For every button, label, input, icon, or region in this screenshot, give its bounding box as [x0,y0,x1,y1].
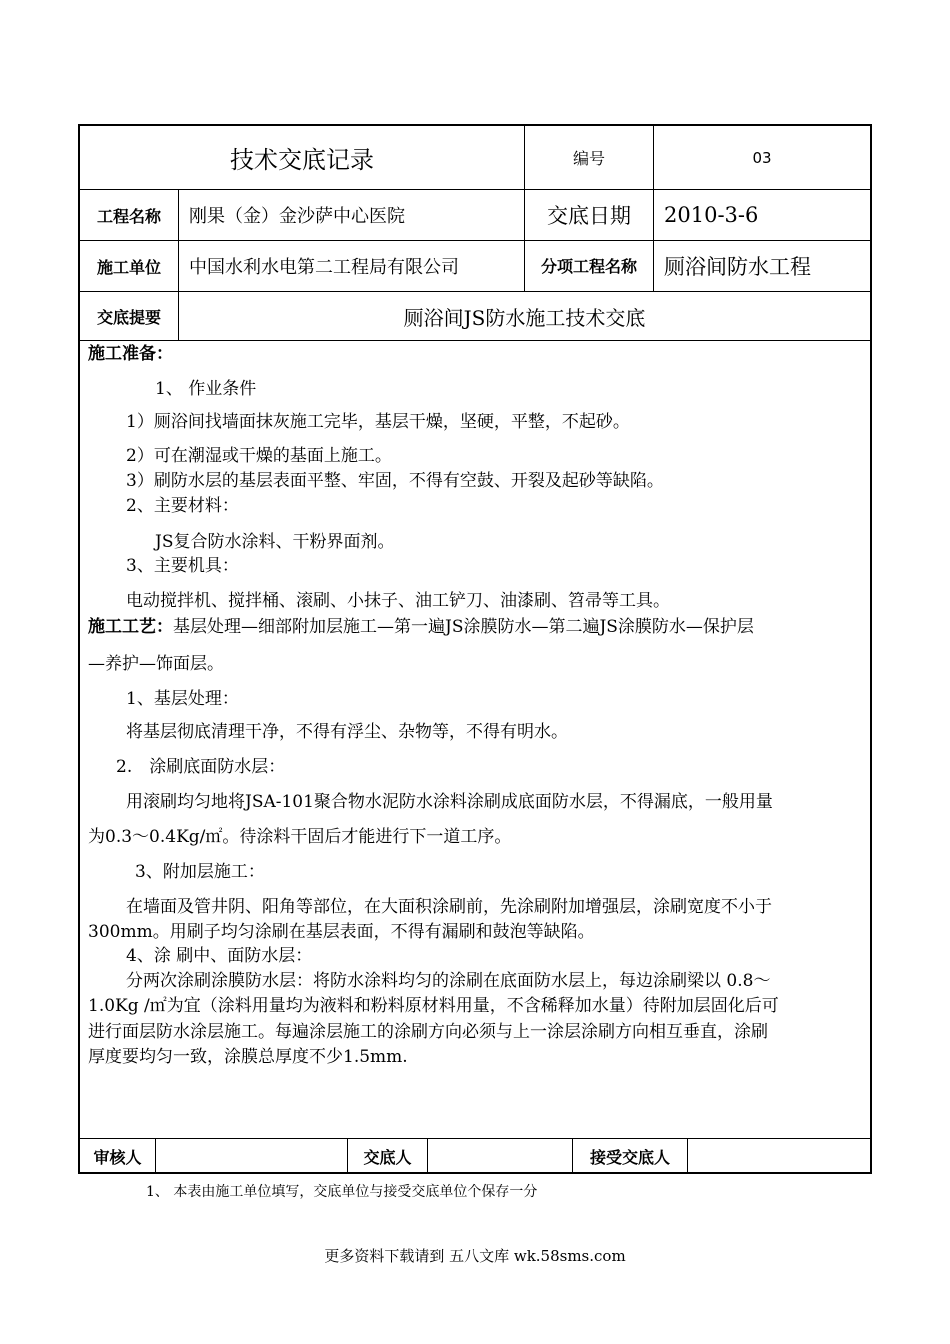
process-heading: 施工工艺： [88,617,173,637]
item1-line3: 3）刷防水层的基层表面平整、牢固，不得有空鼓、开裂及起砂等缺陷。 [126,471,664,491]
item2-line1: JS复合防水涂料、干粉界面剂。 [155,532,395,552]
step4-line3: 进行面层防水涂层施工。每遍涂层施工的涂刷方向必须与上一涂层涂刷方向相互垂直，涂刷 [88,1022,768,1042]
project-name-label: 工程名称 [96,206,161,226]
step4-line4: 厚度要均匀一致，涂膜总厚度不少1.5mm. [88,1047,408,1067]
project-name-value: 刚果（金）金沙萨中心医院 [189,206,405,227]
receiver-label: 接受交底人 [589,1147,670,1167]
construction-unit-value: 中国水利水电第二工程局有限公司 [189,257,459,278]
item1-title: 1、 作业条件 [155,379,257,399]
step2-line1: 用滚刷均匀地将JSA-101聚合物水泥防水涂料涂刷成底面防水层，不得漏底，一般用量 [126,792,773,812]
reviewer-label: 审核人 [93,1147,142,1167]
subproject-value: 厕浴间防水工程 [664,255,811,279]
prep-heading: 施工准备： [88,344,173,364]
step1-line1: 将基层彻底清理干净，不得有浮尘、杂物等，不得有明水。 [126,722,568,742]
step2-title: 2. 涂刷底面防水层： [116,757,286,777]
form-title: 技术交底记录 [230,146,374,174]
step2-line2: 为0.3～0.4Kg/㎡。待涂料干固后才能进行下一道工序。 [88,827,512,847]
step3-line2: 300mm。用刷子均匀涂刷在基层表面，不得有漏刷和鼓泡等缺陷。 [88,922,595,942]
step4-line2: 1.0Kg /㎡为宜（涂料用量均为液料和粉料原材料用量，不含稀释加水量）待附加层固化后可 [88,996,779,1016]
presenter-label: 交底人 [363,1147,412,1167]
date-label: 交底日期 [547,204,631,228]
item3-line1: 电动搅拌机、搅拌桶、滚刷、小抹子、油工铲刀、油漆刷、笤帚等工具。 [126,591,670,611]
item1-line2: 2）可在潮湿或干燥的基面上施工。 [126,446,392,466]
step1-title: 1、基层处理： [126,689,239,709]
table-note: 1、 本表由施工单位填写，交底单位与接受交底单位个保存一分 [146,1184,538,1200]
step4-line1: 分两次涂刷涂膜防水层：将防水涂料均匀的涂刷在底面防水层上，每边涂刷梁以 0.8～ [126,971,771,991]
number-value: 03 [752,148,772,167]
receiver-field[interactable] [688,1139,870,1173]
reviewer-field[interactable] [156,1139,347,1173]
summary-value: 厕浴间JS防水施工技术交底 [403,305,646,330]
presenter-field[interactable] [428,1139,572,1173]
item1-line1: 1）厕浴间找墙面抹灰施工完毕，基层干燥，坚硬，平整，不起砂。 [126,412,630,432]
step3-line1: 在墙面及管井阴、阳角等部位，在大面积涂刷前，先涂刷附加增强层，涂刷宽度不小于 [126,897,772,917]
process-line1 [88,616,754,638]
process-line2: —养护—饰面层。 [88,654,224,674]
subproject-label: 分项工程名称 [540,256,637,276]
summary-label: 交底提要 [96,307,161,327]
item2-title: 2、主要材料： [126,496,239,516]
number-label: 编号 [572,149,605,168]
item3-title: 3、主要机具： [126,556,239,576]
step3-title: 3、附加层施工： [135,862,265,882]
date-value: 2010-3-6 [664,203,759,227]
step4-title: 4、涂 刷中、面防水层： [126,946,313,966]
process-steps: 基层处理—细部附加层施工—第一遍JS涂膜防水—第二遍JS涂膜防水—保护层 [173,617,754,637]
row-divider [80,340,870,341]
construction-unit-label: 施工单位 [96,257,161,277]
footer-link[interactable]: 更多资料下载请到 五八文库 wk.58sms.com [324,1247,626,1265]
